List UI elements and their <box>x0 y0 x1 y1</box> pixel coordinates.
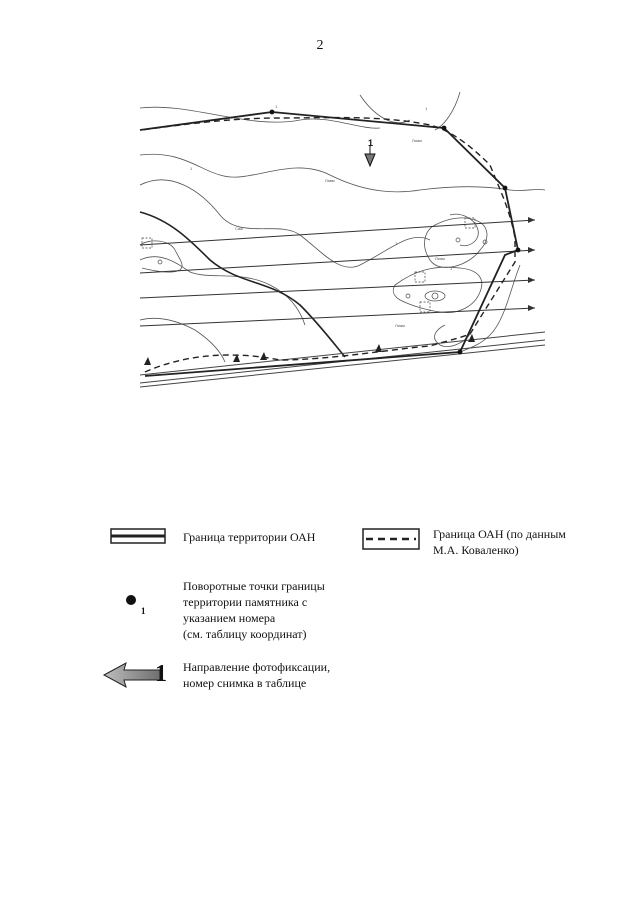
site-map <box>130 90 550 395</box>
turning-point <box>270 110 275 115</box>
place-label: Саж <box>235 226 243 231</box>
contour-line <box>450 214 478 245</box>
map-photo-arrow-label: 1 <box>368 138 374 148</box>
turning-point <box>458 350 463 355</box>
direction-line <box>140 220 535 245</box>
map-point-marker <box>456 238 460 242</box>
direction-arrowhead <box>528 247 535 253</box>
map-point-marker <box>406 294 410 298</box>
pit-marker <box>420 302 430 312</box>
turning-point <box>516 248 521 253</box>
photo-direction-legend-arrow <box>102 659 162 691</box>
turning-point <box>442 126 447 131</box>
photo-direction-legend-number: 1 <box>155 661 167 687</box>
direction-arrowhead <box>528 277 535 283</box>
map-point-marker <box>158 260 162 264</box>
photo-direction-legend-label: Направление фотофиксации, номер снимка в таблице <box>183 660 331 690</box>
page-number: 2 <box>316 38 324 53</box>
direction-line <box>140 250 535 273</box>
monument-marker <box>260 352 267 360</box>
direction-arrowhead <box>528 217 535 223</box>
contour-line <box>140 241 182 272</box>
contour-label: 1 <box>450 266 453 271</box>
contour-label: 1 <box>395 241 398 246</box>
direction-arrowhead <box>528 305 535 311</box>
place-label: Лавм <box>325 178 335 183</box>
turning-point <box>503 186 508 191</box>
pit-marker <box>415 272 425 282</box>
direction-line <box>140 280 535 298</box>
place-label: Лиам <box>435 256 445 261</box>
contour-line <box>140 318 225 362</box>
road-line <box>140 345 545 387</box>
contour-label: 1 <box>275 104 278 109</box>
territory-boundary-legend-symbol <box>110 528 166 544</box>
monument-marker <box>375 344 382 352</box>
monument-marker <box>144 357 151 365</box>
turning-point-legend-symbol <box>124 593 140 609</box>
turning-points-legend-label: Поворотные точки границы территории памятника с указанием номера (см. таблицу координат) <box>183 579 325 641</box>
place-label: Лиам <box>395 323 405 328</box>
contour-line <box>393 267 482 312</box>
map-photo-arrow <box>365 145 375 166</box>
contour-label: 1 <box>425 106 428 111</box>
contour-line <box>435 92 460 130</box>
oan-boundary-legend-label: Граница ОАН (по данным М.А. Коваленко) <box>433 527 566 557</box>
contour-line <box>460 265 520 352</box>
contour-line <box>140 180 430 267</box>
oan-boundary-legend-symbol <box>362 528 420 550</box>
territory-boundary-legend-label: Граница территории ОАН <box>183 530 316 544</box>
place-label: Лиам <box>412 138 422 143</box>
oan-boundary <box>142 118 515 372</box>
contour-line <box>140 257 305 325</box>
road-line <box>140 332 545 375</box>
contour-label: 1 <box>190 166 193 171</box>
turning-point-legend-number: 1 <box>141 606 146 616</box>
